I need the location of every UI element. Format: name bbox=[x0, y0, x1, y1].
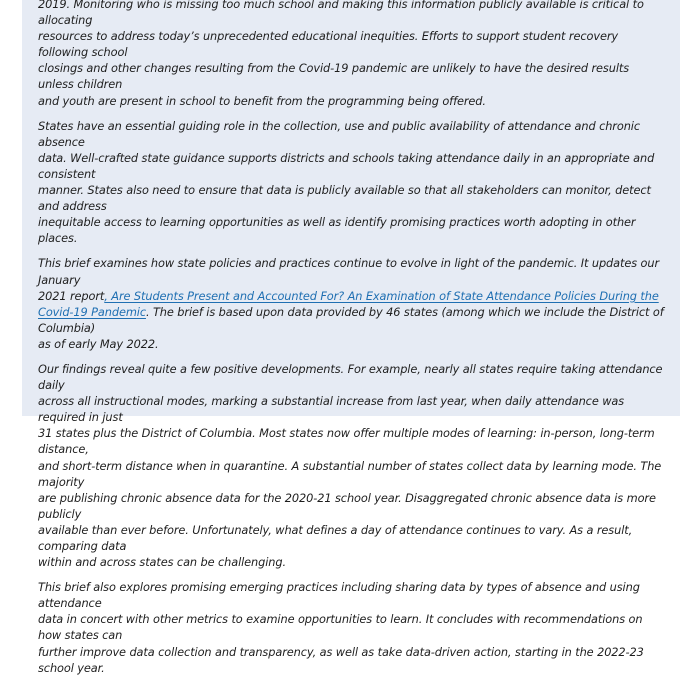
text-line: closings and other changes resulting from the Covid-19 pandemic are unlikely to have the desired results unless children bbox=[38, 61, 630, 92]
text-line: data in concert with other metrics to examine opportunities to learn. It concludes with recommendations on how states can bbox=[38, 612, 643, 643]
text-line: and youth are present in school to benefit from the programming being offered. bbox=[38, 93, 486, 108]
text-line: This brief examines how state policies and practices continue to evolve in light of the pandemic. It updates our January bbox=[38, 256, 660, 287]
paragraph-state-role bbox=[38, 118, 664, 247]
text-line: 2021 report bbox=[38, 288, 105, 303]
text-line: and short-term distance when in quarantine. A substantial number of states collect data by learning mode. The majority bbox=[38, 458, 662, 489]
summary-text bbox=[38, 0, 664, 676]
text-line: inequitable access to learning opportunities as well as identify promising practices worth adopting in other places. bbox=[38, 215, 636, 246]
text-line: resources to address today’s unprecedented educational inequities. Efforts to support student recovery following school bbox=[38, 29, 619, 60]
text-line: data. Well-crafted state guidance supports districts and schools taking attendance daily in an appropriate and consistent bbox=[38, 150, 655, 181]
summary-callout-box bbox=[22, 0, 680, 675]
text-line: This brief also explores promising emerging practices including sharing data by types of absence and using attendance bbox=[38, 580, 640, 611]
paragraph-practices bbox=[38, 579, 664, 676]
text-line: States have an essential guiding role in the collection, use and public availability of attendance and chronic absence bbox=[38, 118, 640, 149]
text-line: within and across states can be challenging. bbox=[38, 555, 286, 570]
paragraph-findings bbox=[38, 361, 664, 570]
text-line: 31 states plus the District of Columbia. Most states now offer multiple modes of learning: in-person, long-term distance, bbox=[38, 426, 655, 457]
paragraph-brief-overview bbox=[38, 255, 664, 352]
text-line: are publishing chronic absence data for the 2020-21 school year. Disaggregated chronic absence data is more publicly bbox=[38, 490, 656, 521]
text-line: as of early May 2022. bbox=[38, 336, 159, 351]
text-line: 2019. Monitoring who is missing too much school and making this information publicly available is critical to allocating bbox=[38, 0, 644, 28]
text-line: available than ever before. Unfortunately, what defines a day of attendance continues to vary. As a result, comparing data bbox=[38, 522, 633, 553]
text-line: across all instructional modes, marking a substantial increase from last year, when daily attendance was required in just bbox=[38, 394, 625, 425]
text-line: further improve data collection and transparency, as well as take data-driven action, starting in the 2022-23 school year. bbox=[38, 644, 644, 675]
report-link-text-2[interactable]: Covid-19 Pandemic bbox=[38, 304, 146, 319]
text-line: manner. States also need to ensure that data is publicly available so that all stakeholders can monitor, detect and address bbox=[38, 183, 651, 214]
report-link-text-1[interactable]: , Are Students Present and Accounted For? An Examination of State Attendance Policies During the bbox=[104, 288, 659, 303]
text-line: Our findings reveal quite a few positive developments. For example, nearly all states require taking attendance daily bbox=[38, 361, 663, 393]
paragraph-intro-continued bbox=[38, 0, 664, 109]
text-line: . The brief is based upon data provided by 46 states (among which we include the District of Columbia) bbox=[38, 304, 664, 335]
